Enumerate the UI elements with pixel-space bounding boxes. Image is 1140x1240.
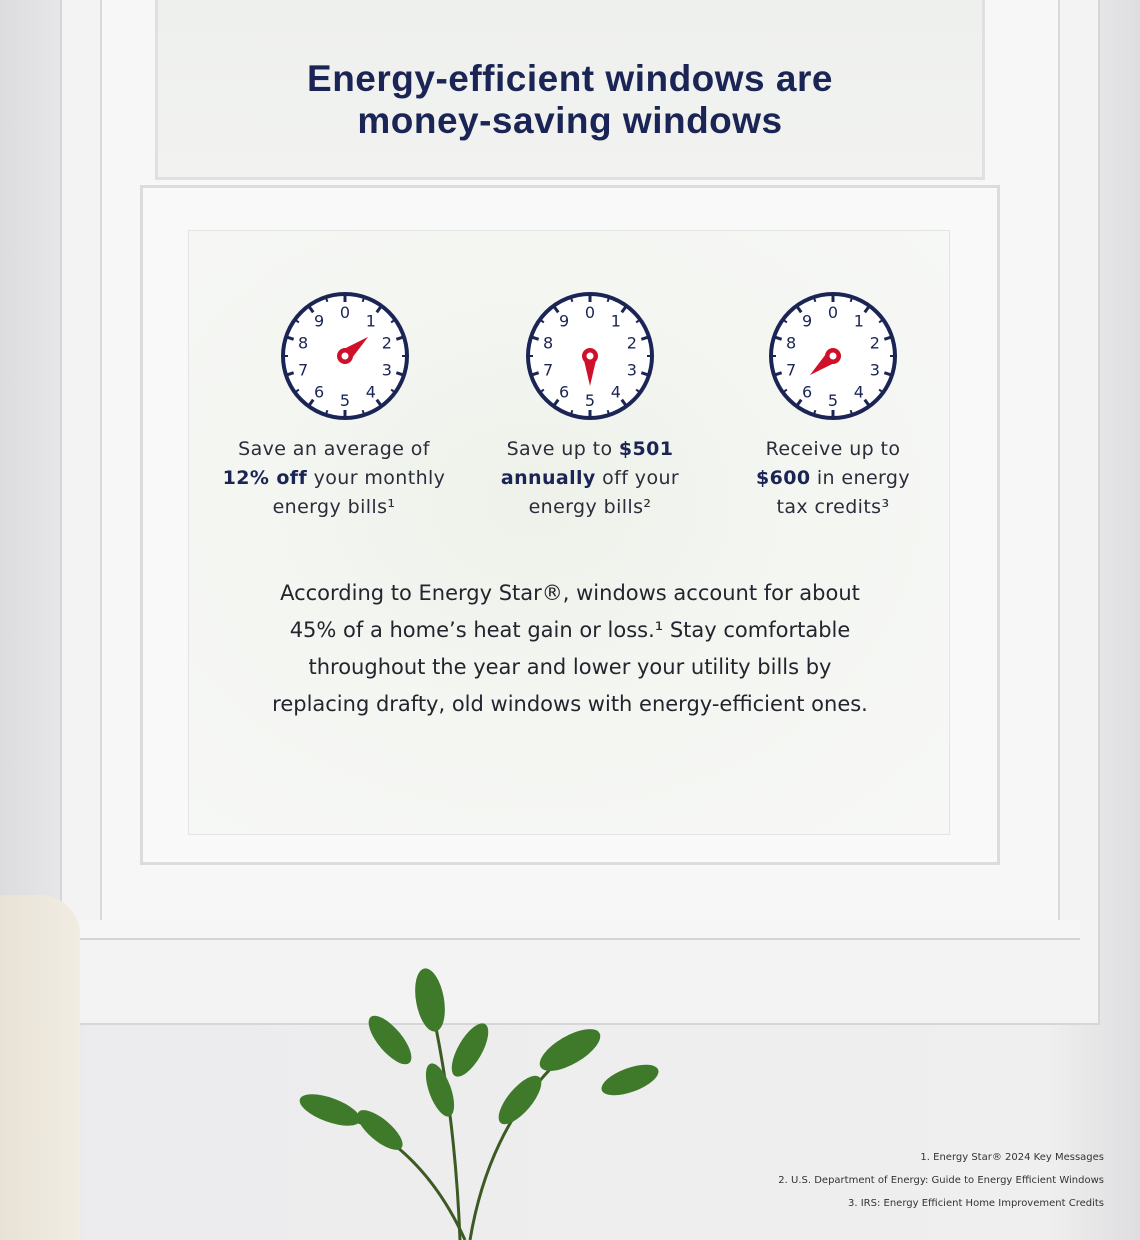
dial-number: 2 <box>869 333 880 353</box>
stat-text: Receive up to <box>765 438 901 460</box>
title-line-1: Energy-efficient windows are <box>307 58 833 99</box>
dial-number: 9 <box>559 311 570 331</box>
stat-text: Save up to <box>506 438 619 460</box>
stat-highlight: $501 <box>618 438 674 460</box>
gauge-icon <box>279 290 411 422</box>
stat-text: your monthly <box>307 467 446 489</box>
footnote: 2. U.S. Department of Energy: Guide to Energy Efficient Windows <box>778 1175 1104 1186</box>
dial-number: 3 <box>626 360 637 380</box>
stat-highlight: annually <box>500 467 596 489</box>
footnote: 3. IRS: Energy Efficient Home Improvement Credits <box>848 1198 1104 1209</box>
dial-number: 2 <box>626 333 637 353</box>
needle-hub-center <box>587 353 594 360</box>
plant-image <box>270 960 710 1240</box>
stat-text: Save an average of <box>238 438 430 460</box>
title-line-2: money-saving windows <box>357 100 783 141</box>
dial-number: 6 <box>314 382 325 402</box>
footnotes <box>778 1146 1104 1215</box>
dial-number: 8 <box>543 333 554 353</box>
dial-number: 8 <box>298 333 309 353</box>
stat-tax-credits <box>703 435 963 522</box>
needle-hub-center <box>830 353 837 360</box>
stat-monthly-savings <box>204 435 464 522</box>
stat-text: in energy <box>810 467 911 489</box>
stat-text: energy bills² <box>528 496 652 518</box>
dial-number: 0 <box>339 303 351 322</box>
dial-number: 1 <box>610 311 621 331</box>
dial-number: 0 <box>584 303 596 322</box>
dial-number: 8 <box>786 333 797 353</box>
dial-number: 1 <box>853 311 864 331</box>
gauge-icon <box>767 290 899 422</box>
dial-number: 4 <box>365 382 376 402</box>
dial-number: 6 <box>559 382 570 402</box>
dial-number: 5 <box>827 391 839 410</box>
dial-number: 7 <box>543 360 554 380</box>
stat-highlight: $600 <box>755 467 811 489</box>
dial-number: 4 <box>610 382 621 402</box>
dial-number: 9 <box>802 311 813 331</box>
stat-text: energy bills¹ <box>272 496 396 518</box>
dial-number: 2 <box>381 333 392 353</box>
dial-number: 4 <box>853 382 864 402</box>
dial-number: 9 <box>314 311 325 331</box>
dial-number: 5 <box>584 391 596 410</box>
stat-text: tax credits³ <box>776 496 890 518</box>
dial-number: 3 <box>381 360 392 380</box>
dial-number: 3 <box>869 360 880 380</box>
window-sill <box>80 920 1080 940</box>
needle-hub-center <box>342 353 349 360</box>
stat-text: off your <box>595 467 680 489</box>
page-title <box>0 58 1140 142</box>
dial-number: 7 <box>298 360 309 380</box>
dial-number: 7 <box>786 360 797 380</box>
dial-number: 1 <box>365 311 376 331</box>
dial-number: 0 <box>827 303 839 322</box>
stat-annual-savings <box>460 435 720 522</box>
gauge-icon <box>524 290 656 422</box>
dial-number: 6 <box>802 382 813 402</box>
body-paragraph: According to Energy Star®, windows account for about 45% of a home’s heat gain or loss.¹ Stay comfortable throughout the year and lower your utility bills by replacing drafty, old windows with energy-efficient ones. <box>272 581 868 716</box>
stat-highlight: 12% off <box>222 467 308 489</box>
footnote: 1. Energy Star® 2024 Key Messages <box>920 1152 1104 1163</box>
dial-number: 5 <box>339 391 351 410</box>
chair <box>0 895 80 1240</box>
